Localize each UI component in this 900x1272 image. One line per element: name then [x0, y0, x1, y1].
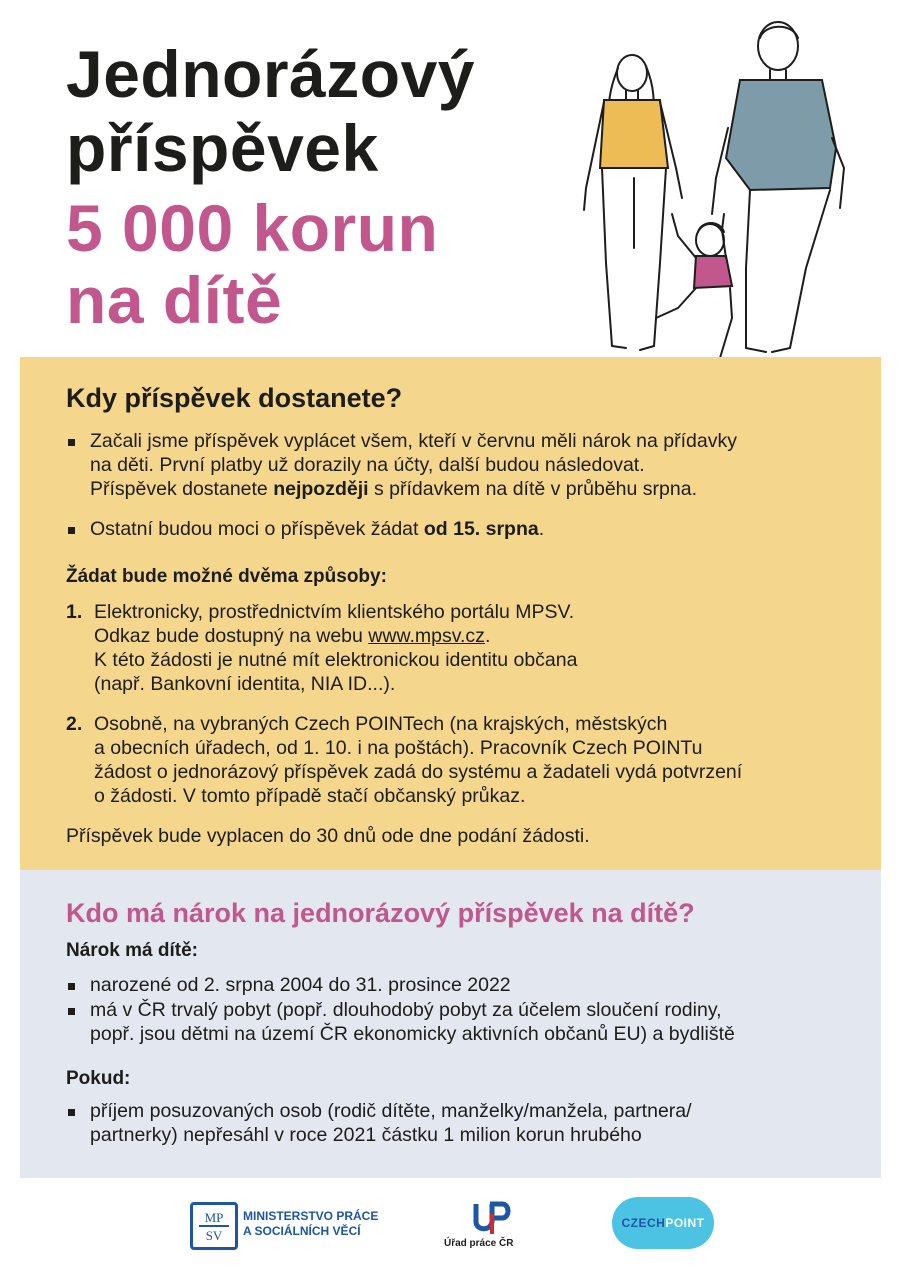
text-line: Elektronicky, prostřednictvím klientského portálu MPSV. — [94, 601, 575, 623]
wordmark-part: POINT — [665, 1216, 705, 1230]
svg-text:SV: SV — [205, 1228, 223, 1243]
family-illustration — [560, 18, 880, 363]
mpsv-name: MINISTERSTVO PRÁCE A SOCIÁLNÍCH VĚCÍ — [243, 1209, 379, 1238]
mpsv-website-link[interactable]: www.mpsv.cz — [368, 625, 485, 647]
emphasis: nejpozději — [273, 478, 369, 500]
text-line: Začali jsme příspěvek vyplácet všem, kteří v červnu měli nárok na přídavky — [90, 430, 737, 452]
urad-prace-logo-icon — [470, 1200, 516, 1236]
wordmark-part: CZECH — [621, 1216, 666, 1230]
bullet-square — [68, 439, 75, 446]
text-line: Osobně, na vybraných Czech POINTech (na krajských, městských — [94, 713, 668, 735]
condition-heading: Pokud: — [66, 1068, 131, 1089]
text-line: má v ČR trvalý pobyt (popř. dlouhodobý pobyt za účelem sloučení rodiny, — [90, 999, 722, 1021]
bullet-square — [68, 1109, 75, 1116]
title-line-1: Jednorázový — [66, 37, 475, 111]
text-line: žádost o jednorázový příspěvek zadá do systému a žadateli vydá potvrzení — [94, 761, 743, 783]
text-line: o žádosti. V tomto případě stačí občanský průkaz. — [94, 785, 526, 807]
text-line: popř. jsou dětmi na území ČR ekonomicky aktivních občanů EU) a bydliště — [90, 1023, 735, 1045]
text-line: s přídavkem na dítě v průběhu srpna. — [368, 478, 697, 500]
hero — [0, 0, 900, 360]
svg-text:MP: MP — [204, 1210, 224, 1225]
bullet-square — [68, 983, 75, 990]
text-line: (např. Bankovní identita, NIA ID...). — [94, 673, 396, 695]
bullet-square — [68, 1008, 75, 1015]
mpsv-logo — [190, 1202, 238, 1250]
text-line: Odkaz bude dostupný na webu — [94, 625, 369, 647]
item-number: 1. — [66, 601, 83, 623]
emphasis: od 15. srpna — [423, 518, 539, 540]
title-line-2: příspěvek — [66, 111, 379, 185]
eligibility-heading: Kdo má nárok na jednorázový příspěvek na dítě? — [66, 898, 695, 928]
title-line-per-child: na dítě — [66, 263, 283, 337]
text-line: . — [484, 625, 491, 647]
text-line: Ostatní budou moci o příspěvek žádat — [90, 518, 424, 540]
child-eligible-heading: Nárok má dítě: — [66, 940, 198, 961]
urad-prace-name: Úřad práce ČR — [444, 1238, 514, 1249]
text-line: partnerky) nepřesáhl v roce 2021 částku 1 milion korun hrubého — [90, 1124, 642, 1146]
bullet-square — [68, 527, 75, 534]
czechpoint-wordmark — [612, 1216, 714, 1230]
when-heading: Kdy příspěvek dostanete? — [66, 383, 403, 413]
mpsv-emblem-icon — [193, 1205, 235, 1247]
ways-heading: Žádat bude možné dvěma způsoby: — [66, 566, 387, 587]
item-number: 2. — [66, 713, 83, 735]
text-line: příjem posuzovaných osob (rodič dítěte, manželky/manžela, partnera/ — [90, 1100, 692, 1122]
text-line: a obecních úřadech, od 1. 10. i na poštách). Pracovník Czech POINTu — [94, 737, 703, 759]
text-line: K této žádosti je nutné mít elektronickou identitu občana — [94, 649, 578, 671]
text-line: na děti. První platby už dorazily na účty, další budou následovat. — [90, 454, 645, 476]
payment-note: Příspěvek bude vyplacen do 30 dnů ode dne podání žádosti. — [66, 825, 590, 847]
text-line: . — [538, 518, 545, 540]
title-line-amount: 5 000 korun — [66, 191, 439, 265]
text-line: Příspěvek dostanete — [90, 478, 274, 500]
